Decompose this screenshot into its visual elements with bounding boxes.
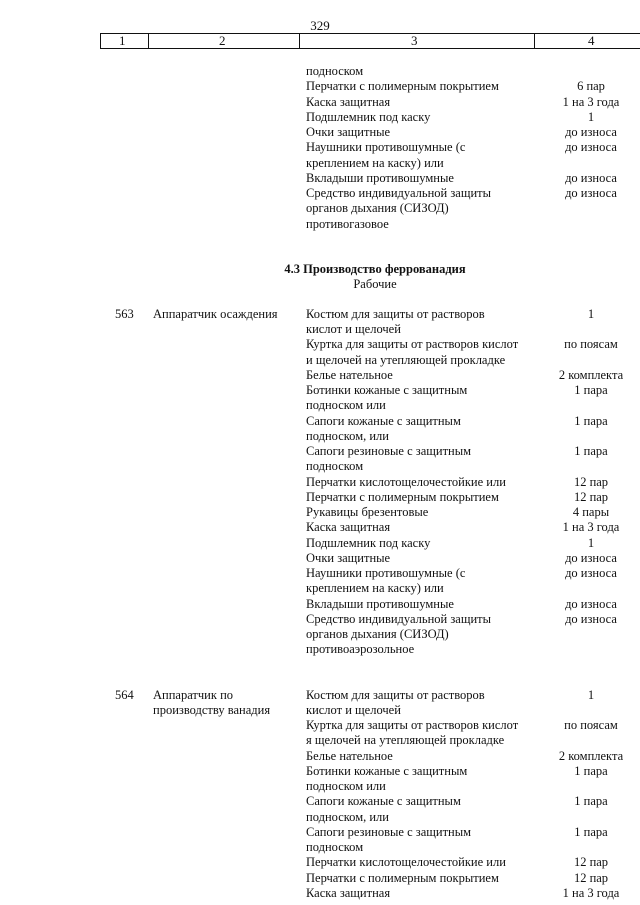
table-row — [0, 627, 640, 642]
ppe-item: Костюм для защиты от растворов — [306, 306, 485, 321]
ppe-item: Ботинки кожаные с защитным — [306, 383, 468, 397]
issue-norm: 1 — [587, 687, 595, 702]
table-row — [0, 810, 640, 825]
ppe-item: Перчатки с полимерным покрытием — [306, 489, 499, 504]
issue-norm: 1 на 3 года — [562, 520, 620, 535]
issue-norm: 6 пар — [577, 79, 605, 94]
table-row — [0, 718, 640, 733]
ppe-item: Вкладыши противошумные — [306, 170, 454, 185]
table-row — [0, 201, 640, 216]
profession-name: Аппаратчик по — [153, 687, 234, 702]
table-row — [0, 398, 640, 413]
issue-norm: 1 — [587, 109, 595, 124]
issue-norm: по поясам — [564, 718, 618, 732]
issue-norm: до износа — [565, 140, 617, 155]
table-row — [0, 459, 640, 474]
issue-norm: 1 — [587, 535, 595, 550]
table-row — [0, 475, 640, 490]
issue-norm: 12 пар — [573, 870, 609, 885]
issue-norm: до износа — [565, 170, 617, 185]
table-row — [0, 414, 640, 429]
issue-norm: до износа — [565, 186, 617, 200]
ppe-item: Рукавицы брезентовые — [306, 505, 429, 519]
ppe-item: Перчатки с полимерным покрытием — [306, 870, 499, 885]
issue-norm: 1 на 3 года — [562, 885, 620, 900]
ppe-item: Ботинки кожаные с защитным — [306, 763, 468, 778]
issue-norm: 1 — [587, 306, 595, 321]
table-row — [0, 779, 640, 794]
column-number-4: 4 — [588, 33, 595, 48]
table-row — [0, 64, 640, 79]
table-row — [0, 794, 640, 809]
table-row — [0, 186, 640, 201]
spacer — [0, 658, 640, 673]
column-number-3: 3 — [411, 33, 418, 48]
table-row — [0, 156, 640, 171]
issue-norm: 4 пары — [572, 505, 610, 519]
issue-norm: до износа — [565, 550, 617, 565]
ppe-item: Каска защитная — [306, 885, 391, 900]
issue-norm: 12 пар — [573, 489, 609, 504]
ppe-item: Сапоги кожаные с защитным — [306, 413, 461, 428]
norms-table — [0, 64, 640, 901]
issue-norm: 1 пара — [574, 383, 608, 397]
table-row — [0, 322, 640, 337]
table-row — [0, 551, 640, 566]
table-row — [0, 337, 640, 352]
table-row — [0, 353, 640, 368]
column-divider — [534, 34, 535, 48]
spacer — [0, 673, 640, 688]
issue-norm: 2 комплекта — [558, 367, 624, 382]
table-row — [0, 703, 640, 718]
ppe-item: подноском или — [306, 779, 386, 793]
ppe-item: Очки защитные — [306, 550, 391, 565]
issue-norm: 12 пар — [573, 855, 609, 870]
table-row — [0, 642, 640, 657]
column-number-1: 1 — [119, 33, 126, 48]
column-number-header — [100, 33, 640, 49]
table-row — [0, 110, 640, 125]
page-number: 329 — [310, 18, 330, 33]
ppe-item: Подшлемник под каску — [306, 109, 431, 124]
section-title: 4.3 Производство феррованадия — [284, 261, 466, 276]
issue-norm: по поясам — [564, 337, 618, 352]
ppe-item: Каска защитная — [306, 94, 391, 109]
ppe-item: я щелочей на утепляющей прокладке — [306, 733, 505, 748]
spacer — [0, 292, 640, 307]
table-row — [0, 490, 640, 505]
ppe-item: Очки защитные — [306, 125, 391, 139]
issue-norm: до износа — [565, 125, 617, 139]
section-subtitle: Рабочие — [353, 276, 397, 291]
table-row — [0, 536, 640, 551]
ppe-item: Перчатки кислотощелочестойкие или — [306, 474, 506, 489]
ppe-item: Куртка для защиты от растворов кислот — [306, 337, 519, 352]
ppe-item: Белье нательное — [306, 367, 393, 382]
table-row — [0, 79, 640, 94]
ppe-item: креплением на каску) или — [306, 581, 444, 596]
table-row — [0, 566, 640, 581]
entry-number: 564 — [115, 687, 134, 702]
column-number-2: 2 — [219, 33, 226, 48]
issue-norm: 1 на 3 года — [562, 94, 620, 109]
ppe-item: противоаэрозольное — [306, 642, 415, 657]
ppe-item: креплением на каску) или — [306, 155, 444, 170]
table-row — [0, 886, 640, 901]
ppe-item: подноском — [306, 459, 364, 474]
ppe-item: подноском — [306, 64, 364, 78]
ppe-item: Белье нательное — [306, 748, 393, 763]
ppe-item: Перчатки кислотощелочестойкие или — [306, 855, 506, 870]
table-row — [0, 733, 640, 748]
ppe-item: противогазовое — [306, 216, 389, 231]
table-row — [0, 125, 640, 140]
issue-norm: 1 пара — [574, 824, 608, 839]
ppe-item: подноском, или — [306, 809, 389, 824]
table-row — [0, 383, 640, 398]
ppe-item: Костюм для защиты от растворов — [306, 687, 485, 702]
table-row — [0, 764, 640, 779]
ppe-item: Наушники противошумные (с — [306, 140, 466, 155]
table-row — [0, 749, 640, 764]
table-row — [0, 217, 640, 232]
spacer — [0, 232, 640, 247]
ppe-item: Сапоги кожаные с защитным — [306, 794, 461, 809]
issue-norm: до износа — [565, 566, 617, 580]
table-row — [0, 444, 640, 459]
table-row — [0, 520, 640, 535]
ppe-item: органов дыхания (СИЗОД) — [306, 627, 449, 641]
table-row — [0, 688, 640, 703]
column-divider — [148, 34, 149, 48]
ppe-item: подноском, или — [306, 428, 389, 443]
issue-norm: 1 пара — [574, 763, 608, 778]
profession-name: Аппаратчик осаждения — [153, 306, 278, 321]
table-row — [0, 171, 640, 186]
ppe-item: Подшлемник под каску — [306, 535, 431, 550]
ppe-item: подноском — [306, 840, 364, 854]
ppe-item: Сапоги резиновые с защитным — [306, 824, 472, 839]
column-divider — [299, 34, 300, 48]
issue-norm: до износа — [565, 611, 617, 626]
ppe-item: Перчатки с полимерным покрытием — [306, 79, 499, 94]
table-row — [0, 612, 640, 627]
table-row — [0, 368, 640, 383]
table-row — [0, 429, 640, 444]
table-row — [0, 95, 640, 110]
issue-norm: 12 пар — [573, 474, 609, 489]
table-row — [0, 140, 640, 155]
ppe-item: и щелочей на утепляющей прокладке — [306, 352, 506, 367]
profession-name: производству ванадия — [153, 702, 271, 717]
issue-norm: до износа — [565, 596, 617, 611]
entry-number: 563 — [115, 306, 134, 321]
ppe-item: Средство индивидуальной защиты — [306, 186, 492, 200]
ppe-item: Куртка для защиты от растворов кислот — [306, 718, 519, 732]
ppe-item: подноском или — [306, 398, 386, 413]
ppe-item: кислот и щелочей — [306, 322, 401, 336]
ppe-item: Наушники противошумные (с — [306, 566, 466, 580]
table-row — [0, 871, 640, 886]
spacer — [0, 247, 640, 262]
table-row — [0, 597, 640, 612]
table-row — [0, 581, 640, 596]
ppe-item: Средство индивидуальной защиты — [306, 611, 492, 626]
table-row — [0, 855, 640, 870]
ppe-item: органов дыхания (СИЗОД) — [306, 201, 449, 216]
ppe-item: Сапоги резиновые с защитным — [306, 444, 472, 458]
table-row — [0, 307, 640, 322]
table-row — [0, 840, 640, 855]
issue-norm: 1 пара — [574, 444, 608, 458]
issue-norm: 1 пара — [574, 413, 608, 428]
issue-norm: 1 пара — [574, 794, 608, 809]
ppe-item: Вкладыши противошумные — [306, 596, 454, 611]
ppe-item: Каска защитная — [306, 520, 391, 535]
ppe-item: кислот и щелочей — [306, 702, 401, 717]
table-row — [0, 825, 640, 840]
table-row — [0, 505, 640, 520]
issue-norm: 2 комплекта — [558, 748, 624, 763]
